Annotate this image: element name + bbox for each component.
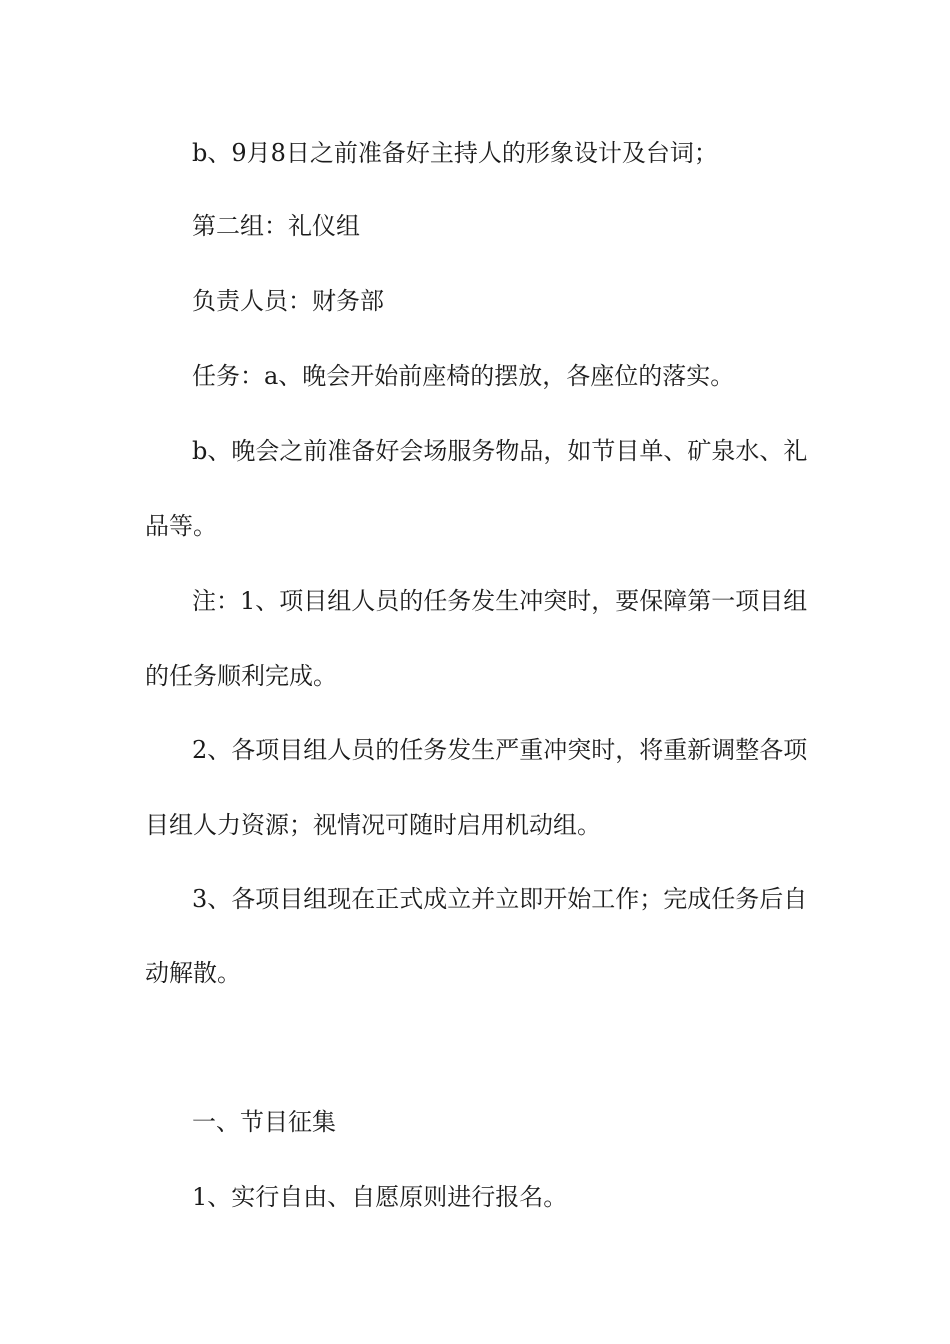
paragraph-line-note-3: 3、各项目组现在正式成立并立即开始工作；完成任务后自	[192, 885, 808, 913]
paragraph-line-host-prep: b、9月8日之前准备好主持人的形象设计及台词；	[192, 139, 718, 167]
heading-etiquette-group: 第二组：礼仪组	[192, 212, 360, 240]
paragraph-line-responsible: 负责人员：财务部	[192, 287, 384, 315]
section-heading-program-collection: 一、节目征集	[192, 1108, 336, 1136]
paragraph-line-signup: 1、实行自由、自愿原则进行报名。	[192, 1183, 568, 1211]
paragraph-line-note-3-cont: 动解散。	[145, 959, 241, 987]
paragraph-line-task-b: b、晚会之前准备好会场服务物品，如节目单、矿泉水、礼	[192, 437, 808, 465]
paragraph-line-task-a: 任务：a、晚会开始前座椅的摆放，各座位的落实。	[192, 362, 735, 390]
paragraph-line-task-b-cont: 品等。	[145, 512, 217, 540]
paragraph-line-note-1-cont: 的任务顺利完成。	[145, 662, 337, 690]
paragraph-line-note-2-cont: 目组人力资源；视情况可随时启用机动组。	[145, 811, 601, 839]
paragraph-line-note-1: 注：1、项目组人员的任务发生冲突时，要保障第一项目组	[192, 587, 808, 615]
paragraph-line-note-2: 2、各项目组人员的任务发生严重冲突时，将重新调整各项	[192, 736, 808, 764]
